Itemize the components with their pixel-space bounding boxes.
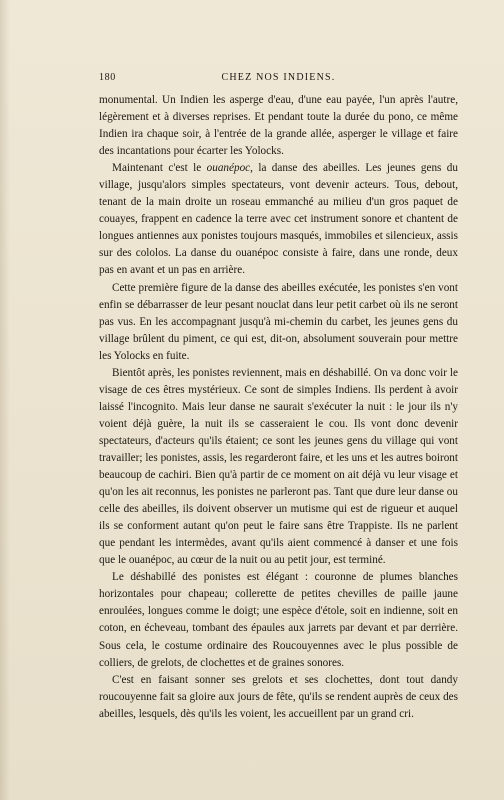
page-header [99,72,458,86]
paragraph-first-figure: Cette première figure de la danse des abeilles exécutée, les ponistes s'en vont enfin se débarrasser de leur pesant nouclat dans leur petit carbet où ils ne seront pas vus. En les accompagnant jusqu'à mi-chemin du carbet, les jeunes gens du village brûlent du piment, ce qui est, dit-on, absolument souverain pour mettre les Yolocks en fuite. [99,281,458,362]
paragraph-continuation: monumental. Un Indien les asperge d'eau, d'une eau payée, l'un après l'autre, légèrement et à diverses reprises. Et pendant toute la durée du pono, ce même Indien ira chaque soir, à l'entrée de la grande allée, asperger le village et faire des incantations pour écarter les Yolocks. [99,94,458,158]
paragraph-ponistes-return: Bientôt après, les ponistes reviennent, mais en déshabillé. On va donc voir le visage de ces êtres mystérieux. Ce sont de simples Indiens. Ils perdent à avoir laissé l'incognito. Mais leur danse ne saurait s'exécuter la nuit : le jour ils n'y voient déjà guère, la nuit ils se casseraient le cou. Ils vont donc devenir spectateurs, d'acteurs qu'ils étaient; ce sont les jeunes gens du village qui vont travailler; les ponistes, assis, les regarderont faire, et les uns et les autres boiront beaucoup de cachiri. Bien qu'à partir de ce moment on ait déjà vu leur visage et qu'on les ait reconnus, les ponistes ne parleront pas. Tant que dure leur danse ou celle des abeilles, ils doivent observer un mutisme qui est de rigueur et auquel ils se conforment autant qu'on peut le faire sans être Trappiste. Ils ne parlent que pendant les intermèdes, avant qu'ils aient commencé à danser et une fois que le ouanépoc, au cœur de la nuit ou au petit jour, est terminé. [99,366,458,567]
scan-gutter-shadow [0,0,10,800]
running-title: CHEZ NOS INDIENS. [221,72,336,83]
page-number: 180 [99,72,116,83]
paragraph-ouanepoc [99,160,458,279]
body-text [99,92,458,723]
emphasis-term: ouanépoc [206,162,251,175]
paragraph-grelots: C'est en faisant sonner ses grelots et ses clochettes, dont tout dandy roucouyenne fait sa gloire aux jours de fête, qu'ils se rendent auprès de ceux des abeilles, lesquels, dès qu'ils les voient, les accueillent par un grand cri. [99,673,458,720]
paragraph-text-before: Maintenant c'est le [112,162,207,175]
paragraph-deshabille: Le déshabillé des ponistes est élégant : couronne de plumes blanches horizontales pour chapeau; collerette de petites chevilles de paille jaune enroulées, longues comme le doigt; une espèce d'étole, soit en indienne, soit en coton, en écheveau, tombant des épaules aux jarrets par devant et par derrière. Sous cela, le costume ordinaire des Roucouyennes avec le plus possible de colliers, de grelots, de clochettes et de graines sonores. [99,571,458,669]
paragraph-text-after: , la danse des abeilles. Les jeunes gens du village, jusqu'alors simples spectateurs, vont devenir acteurs. Tous, debout, tenant de la main droite un roseau emmanché au milieu d'un gros paquet de couayes, frappent en cadence la terre avec cet instrument sonore et chantent de longues antiennes aux ponistes toujours masqués, immobiles et silencieux, assis sur des cololos. La danse du ouanépoc consiste à faire, dans une ronde, deux pas en avant et un pas en arrière. [99,162,458,277]
